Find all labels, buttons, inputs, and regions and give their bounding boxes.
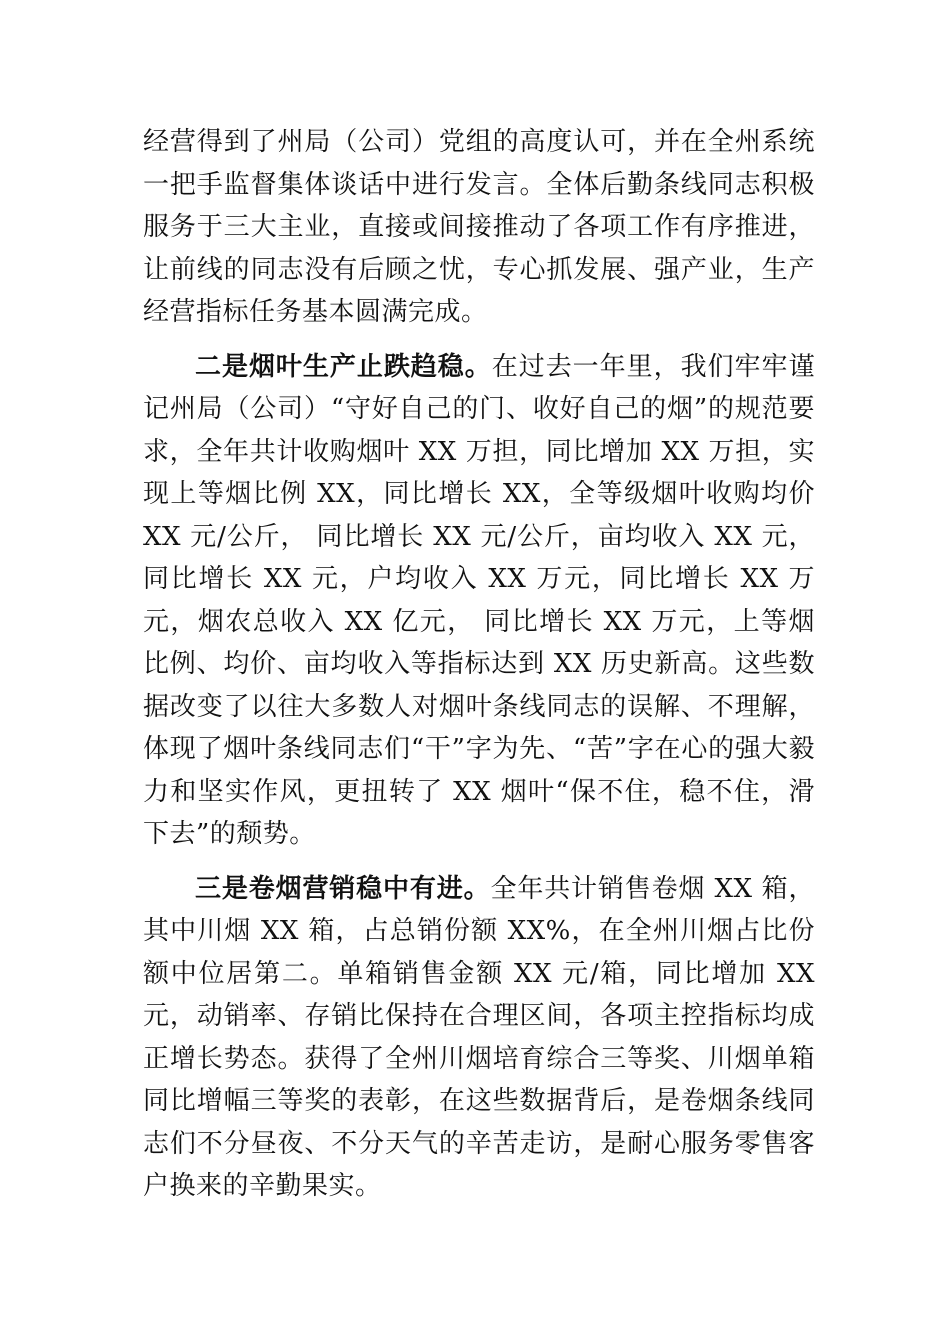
paragraph-cigarette-sales xyxy=(143,868,815,1208)
paragraph-text: 在过去一年里，我们牢牢谨记州局（公司）“守好自己的门、收好自己的烟”的规范要求，全年共计收购烟叶 XX 万担，同比增加 XX 万担，实现上等烟比例 XX，同比增长 XX，全等级烟叶收购均价 XX 元/公斤， 同比增长 XX 元/公斤，亩均收入 XX 元，同比增长 XX 元，户均收入 XX 万元，同比增长 XX 万元，烟农总收入 XX 亿元， 同比增长 XX 万元，上等烟比例、均价、亩均收入等指标达到 XX 历史新高。这些数据改变了以往大多数人对烟叶条线同志的误解、不理解，体现了烟叶条线同志们“干”字为先、“苦”字在心的强大毅力和坚实作风，更扭转了 XX 烟叶“保不住，稳不住，滑下去”的颓势。 xyxy=(143,351,815,849)
paragraph-heading: 三是卷烟营销稳中有进。 xyxy=(195,873,491,904)
document-page xyxy=(143,121,815,1208)
paragraph-tobacco-leaf xyxy=(143,346,815,856)
paragraph-text: 经营得到了州局（公司）党组的高度认可，并在全州系统一把手监督集体谈话中进行发言。全体后勤条线同志积极服务于三大主业，直接或间接推动了各项工作有序推进，让前线的同志没有后顾之忧，专心抓发展、强产业，生产经营指标任务基本圆满完成。 xyxy=(143,127,815,327)
paragraph-heading: 二是烟叶生产止跌趋稳。 xyxy=(195,351,492,382)
paragraph-continuation xyxy=(143,121,815,334)
paragraph-text: 全年共计销售卷烟 XX 箱，其中川烟 XX 箱，占总销份额 XX%，在全州川烟占比份额中位居第二。单箱销售金额 XX 元/箱，同比增加 XX 元，动销率、存销比保持在合理区间，各项主控指标均成正增长势态。获得了全州川烟培育综合三等奖、川烟单箱同比增幅三等奖的表彰，在这些数据背后，是卷烟条线同志们不分昼夜、不分天气的辛苦走访，是耐心服务零售客户换来的辛勤果实。 xyxy=(143,873,815,1201)
